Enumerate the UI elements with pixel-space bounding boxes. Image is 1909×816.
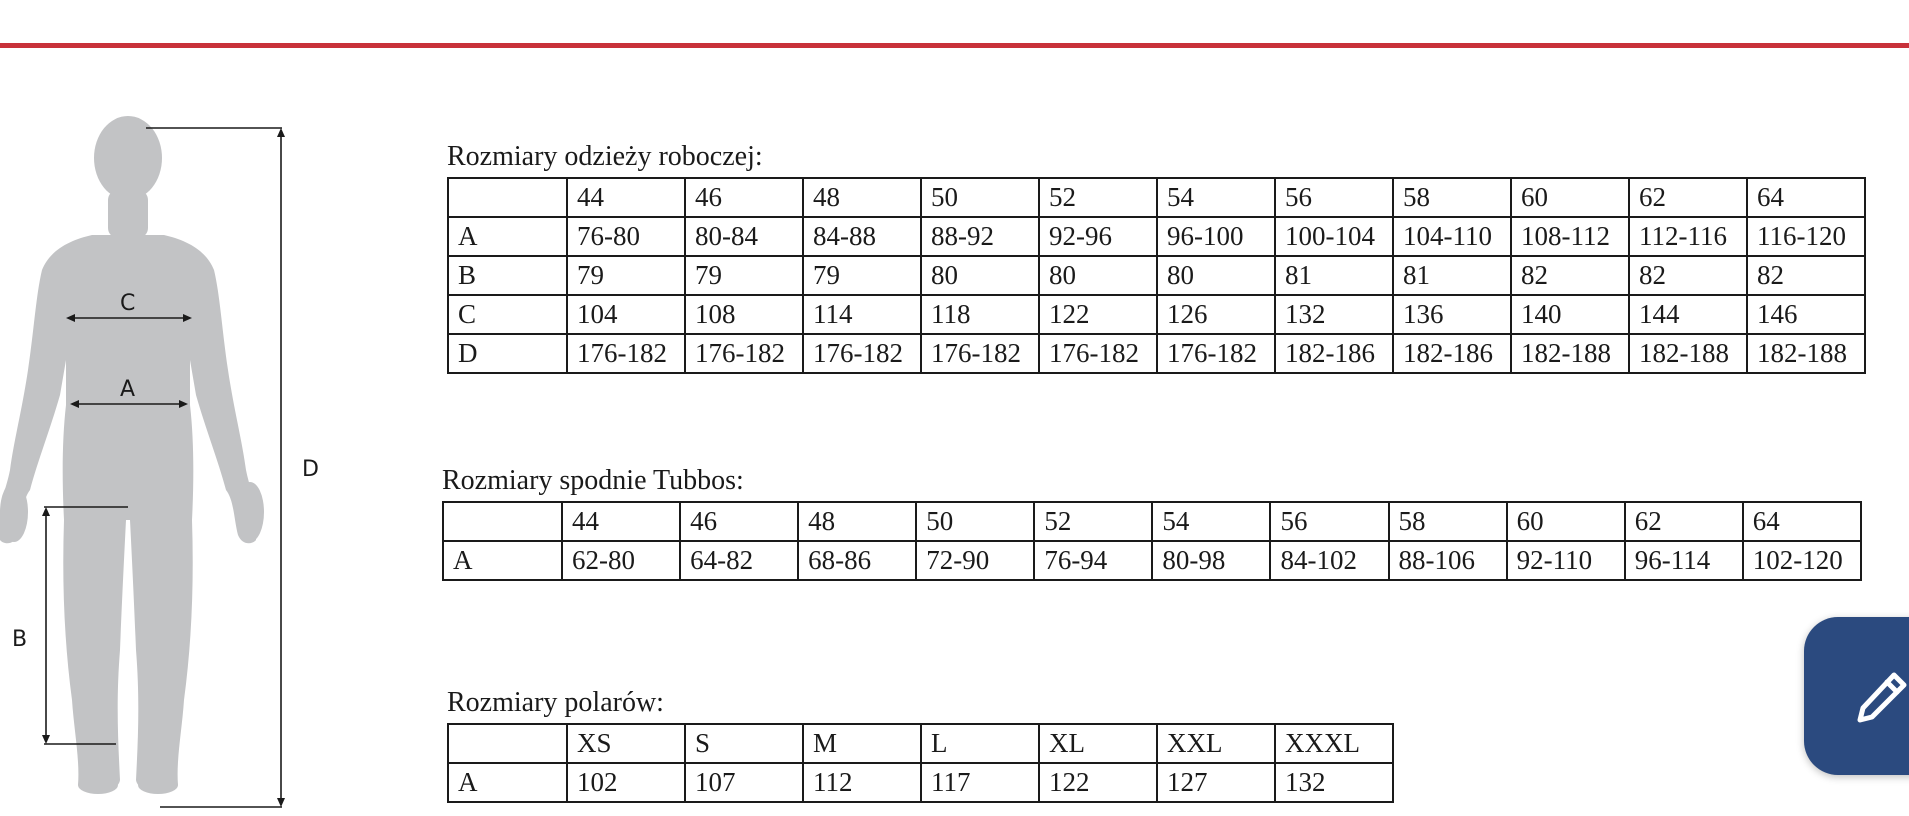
table-cell: 96-100 [1157,217,1275,256]
size-header-cell: 56 [1270,502,1388,541]
table-cell: 92-96 [1039,217,1157,256]
table-cell: 62-80 [562,541,680,580]
table-row [443,541,1861,580]
size-header-cell: 44 [567,178,685,217]
header-corner-cell [448,178,567,217]
silhouette-body [0,116,264,794]
table-cell: 76-94 [1034,541,1152,580]
table-cell: 102 [567,763,685,802]
edit-fab-button[interactable] [1804,617,1909,775]
table-header-row [448,724,1393,763]
measure-label-cell: B [448,256,567,295]
table-cell: 82 [1747,256,1865,295]
table-cell: 176-182 [921,334,1039,373]
size-header-cell: 44 [562,502,680,541]
table-cell: 80 [1039,256,1157,295]
size-header-cell: XXXL [1275,724,1393,763]
table-cell: 107 [685,763,803,802]
table-cell: 146 [1747,295,1865,334]
tubbos-title: Rozmiary spodnie Tubbos: [442,465,744,496]
table-cell: 84-102 [1270,541,1388,580]
table-row [448,217,1865,256]
work-clothing-title: Rozmiary odzieży roboczej: [447,141,763,172]
table-cell: 79 [685,256,803,295]
label-b: B [12,627,28,652]
table-cell: 116-120 [1747,217,1865,256]
table-cell: 81 [1393,256,1511,295]
size-header-cell: 54 [1157,178,1275,217]
table-cell: 118 [921,295,1039,334]
tubbos-size-table [442,501,1862,581]
table-cell: 104-110 [1393,217,1511,256]
table-cell: 88-106 [1389,541,1507,580]
size-header-cell: 60 [1511,178,1629,217]
size-header-cell: XL [1039,724,1157,763]
table-cell: 176-182 [803,334,921,373]
size-header-cell: XS [567,724,685,763]
body-measurement-figure [0,0,330,816]
table-cell: 80 [1157,256,1275,295]
table-cell: 112 [803,763,921,802]
table-cell: 144 [1629,295,1747,334]
label-d: D [302,457,319,482]
table-cell: 182-186 [1275,334,1393,373]
size-header-cell: XXL [1157,724,1275,763]
size-header-cell: 56 [1275,178,1393,217]
table-cell: 182-186 [1393,334,1511,373]
header-corner-cell [443,502,562,541]
size-header-cell: 48 [798,502,916,541]
fleece-size-table [447,723,1394,803]
table-cell: 96-114 [1625,541,1743,580]
table-cell: 132 [1275,295,1393,334]
table-cell: 182-188 [1511,334,1629,373]
table-cell: 80-84 [685,217,803,256]
size-header-cell: S [685,724,803,763]
size-header-cell: 52 [1034,502,1152,541]
table-row [448,256,1865,295]
table-cell: 82 [1511,256,1629,295]
size-header-cell: 46 [680,502,798,541]
table-cell: 132 [1275,763,1393,802]
table-cell: 140 [1511,295,1629,334]
label-c: C [120,291,136,316]
table-row [448,295,1865,334]
pencil-icon [1854,669,1909,725]
size-header-cell: 52 [1039,178,1157,217]
table-cell: 117 [921,763,1039,802]
table-cell: 102-120 [1743,541,1861,580]
table-cell: 122 [1039,763,1157,802]
table-cell: 64-82 [680,541,798,580]
measure-label-cell: A [448,217,567,256]
table-cell: 182-188 [1747,334,1865,373]
size-header-cell: 62 [1625,502,1743,541]
table-cell: 79 [803,256,921,295]
measure-label-cell: C [448,295,567,334]
table-cell: 81 [1275,256,1393,295]
size-header-cell: L [921,724,1039,763]
size-header-cell: 64 [1747,178,1865,217]
size-header-cell: M [803,724,921,763]
table-cell: 92-110 [1507,541,1625,580]
table-cell: 84-88 [803,217,921,256]
size-header-cell: 50 [916,502,1034,541]
table-row [448,763,1393,802]
measure-label-cell: A [448,763,567,802]
label-a: A [120,377,136,402]
table-cell: 114 [803,295,921,334]
table-cell: 68-86 [798,541,916,580]
table-cell: 127 [1157,763,1275,802]
table-cell: 100-104 [1275,217,1393,256]
table-cell: 104 [567,295,685,334]
work-clothing-size-table [447,177,1866,374]
table-cell: 176-182 [567,334,685,373]
size-header-cell: 60 [1507,502,1625,541]
table-header-row [448,178,1865,217]
size-header-cell: 46 [685,178,803,217]
table-cell: 126 [1157,295,1275,334]
size-header-cell: 54 [1152,502,1270,541]
table-cell: 108 [685,295,803,334]
table-cell: 108-112 [1511,217,1629,256]
table-row [448,334,1865,373]
table-cell: 182-188 [1629,334,1747,373]
fleece-title: Rozmiary polarów: [447,687,664,718]
table-cell: 80 [921,256,1039,295]
size-header-cell: 48 [803,178,921,217]
table-header-row [443,502,1861,541]
size-header-cell: 58 [1393,178,1511,217]
measure-label-cell: D [448,334,567,373]
table-cell: 176-182 [685,334,803,373]
header-corner-cell [448,724,567,763]
table-cell: 122 [1039,295,1157,334]
table-cell: 76-80 [567,217,685,256]
table-cell: 72-90 [916,541,1034,580]
table-cell: 79 [567,256,685,295]
table-cell: 176-182 [1157,334,1275,373]
size-header-cell: 64 [1743,502,1861,541]
table-cell: 112-116 [1629,217,1747,256]
table-cell: 80-98 [1152,541,1270,580]
human-silhouette [0,0,330,816]
size-header-cell: 58 [1389,502,1507,541]
table-cell: 82 [1629,256,1747,295]
table-cell: 88-92 [921,217,1039,256]
table-cell: 136 [1393,295,1511,334]
size-header-cell: 62 [1629,178,1747,217]
table-cell: 176-182 [1039,334,1157,373]
measure-label-cell: A [443,541,562,580]
size-header-cell: 50 [921,178,1039,217]
